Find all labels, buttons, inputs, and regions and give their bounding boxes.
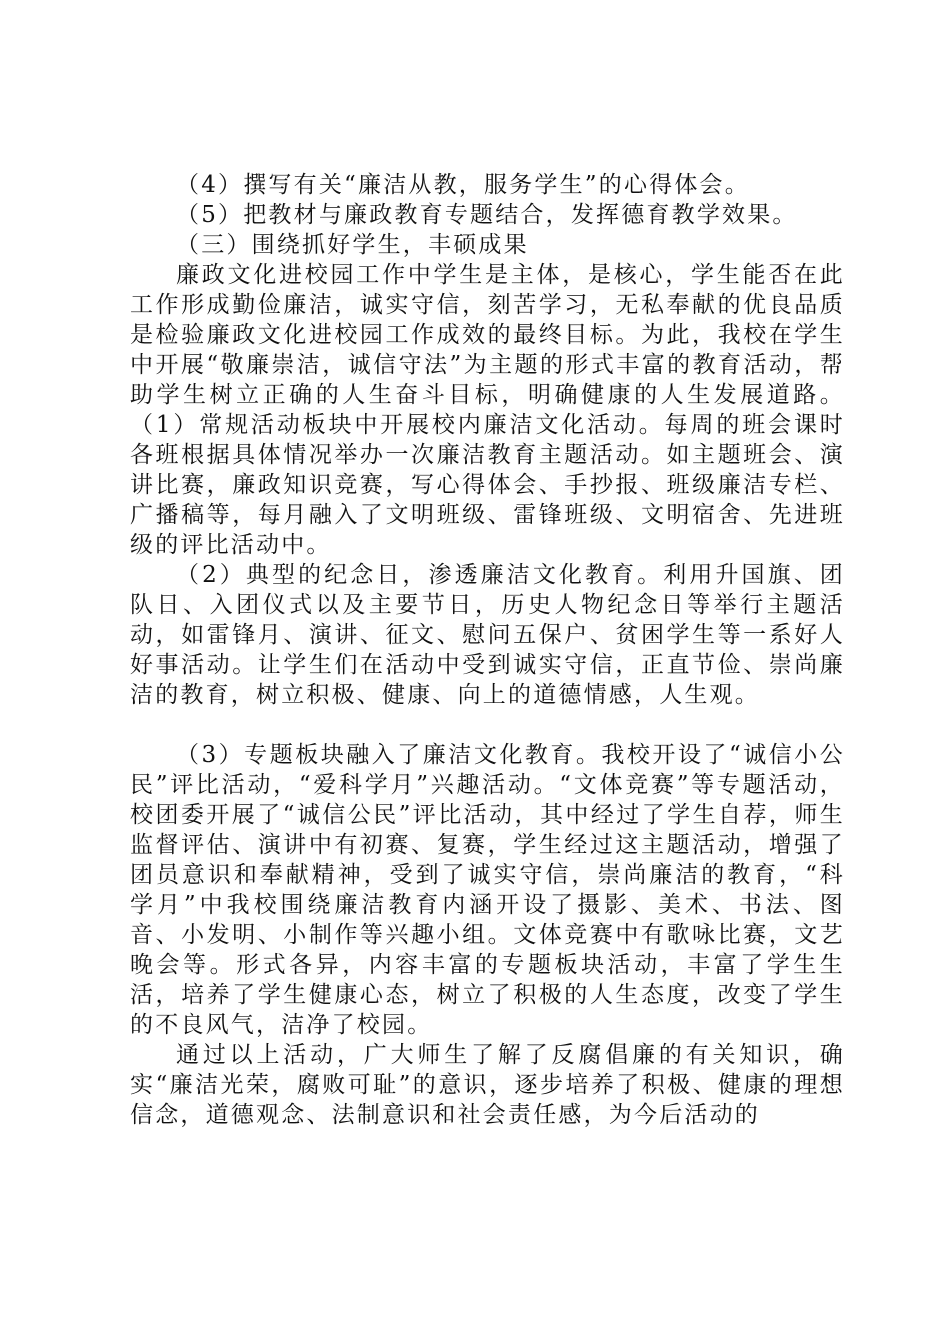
paragraph-item-4: （4）撰写有关“廉洁从教，服务学生”的心得体会。 (176, 172, 750, 198)
paragraph-gap (130, 710, 845, 740)
paragraph-student-activities: 廉政文化进校园工作中学生是主体，是核心，学生能否在此工作形成勤俭廉洁，诚实守信，刻苦学习，无私奉献的优良品质是检验廉政文化进校园工作成效的最终目标。为此，我校在学生中开展“敬廉崇洁，诚信守法”为主题的形式丰富的教育活动，帮助学生树立正确的人生奋斗目标，明确健康的人生发展道路。（1）常规活动板块中开展校内廉洁文化活动。每周的班会课时各班根据具体情况举办一次廉洁教育主题活动。如主题班会、演讲比赛，廉政知识竞赛，写心得体会、手抄报、班级廉洁专栏、广播稿等，每月融入了文明班级、雷锋班级、文明宿舍、先进班级的评比活动中。 (130, 262, 845, 558)
paragraph-commemoration-days: （2）典型的纪念日，渗透廉洁文化教育。利用升国旗、团队日、入团仪式以及主要节日，历史人物纪念日等举行主题活动，如雷锋月、演讲、征文、慰问五保户、贫困学生等一系好人好事活动。让学生们在活动中受到诚实守信，正直节俭、崇尚廉洁的教育，树立积极、健康、向上的道德情感，人生观。 (130, 562, 845, 708)
section-heading: （三）围绕抓好学生，丰硕成果 (176, 232, 529, 258)
document-body (130, 170, 845, 1130)
paragraph-special-topics: （3）专题板块融入了廉洁文化教育。我校开设了“诚信小公民”评比活动，“爱科学月”兴趣活动。“文体竞赛”等专题活动，校团委开展了“诚信公民”评比活动，其中经过了学生自荐，师生监督评估、演讲中有初赛、复赛，学生经过这主题活动，增强了团员意识和奉献精神，受到了诚实守信，崇尚廉洁的教育，“科学月”中我校围绕廉洁教育内涵开设了摄影、美术、书法、图音、小发明、小制作等兴趣小组。文体竞赛中有歌咏比赛，文艺晚会等。形式各异，内容丰富的专题板块活动，丰富了学生生活，培养了学生健康心态，树立了积极的人生态度，改变了学生的不良风气，洁净了校园。 (130, 742, 845, 1038)
paragraph-conclusion: 通过以上活动，广大师生了解了反腐倡廉的有关知识，确实“廉洁光荣，腐败可耻”的意识，逐步培养了积极、健康的理想信念，道德观念、法制意识和社会责任感，为今后活动的 (130, 1042, 845, 1128)
paragraph-item-5: （5）把教材与廉政教育专题结合，发挥德育教学效果。 (176, 202, 798, 228)
